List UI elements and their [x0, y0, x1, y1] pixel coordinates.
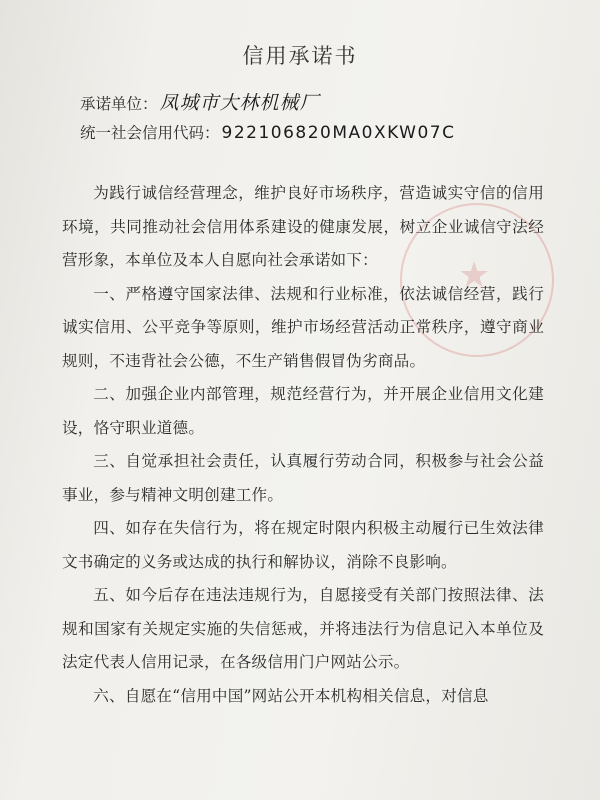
paragraph-item-6: 六、自愿在“信用中国”网站公开本机构相关信息，对信息 [93, 686, 489, 705]
credit-code-line [80, 121, 455, 143]
paragraph-item-5: 五、如今后存在违法违规行为，自愿接受有关部门按照法律、法规和国家有关规定实施的失信惩戒，并将违法行为信息记入本单位及法定代表人信用记录，在各级信用门户网站公示。 [62, 586, 544, 671]
paragraph-item-4: 四、如存在失信行为，将在规定时限内积极主动履行已生效法律文书确定的义务或达成的执行和解协议，消除不良影响。 [62, 519, 544, 571]
seal-star-icon: ★ [458, 255, 491, 296]
paragraph-item-2: 二、加强企业内部管理，规范经营行为，并开展企业信用文化建设，恪守职业道德。 [62, 385, 544, 437]
credit-code-label: 统一社会信用代码： [80, 124, 220, 142]
unit-label: 承诺单位： [80, 95, 158, 113]
commitment-unit-line [80, 88, 320, 115]
unit-value-handwritten: 凤城市大林机械厂 [159, 92, 320, 114]
credit-code-value-handwritten: 922106820MA0XKW07C [221, 123, 456, 143]
paragraph-item-3: 三、自觉承担社会责任，认真履行劳动合同，积极参与社会公益事业，参与精神文明创建工作。 [62, 452, 544, 504]
paragraph-intro: 为践行诚信经营理念，维护良好市场秩序，营造诚实守信的信用环境，共同推动社会信用体系建设的健康发展，树立企业诚信守法经营形象，本单位及本人自愿向社会承诺如下： [62, 184, 544, 269]
document-body [62, 177, 544, 713]
document-title: 信用承诺书 [242, 44, 358, 68]
paragraph-item-1: 一、严格遵守国家法律、法规和行业标准，依法诚信经营，践行诚实信用、公平竞争等原则，维护市场经营活动正常秩序，遵守商业规则，不违背社会公德，不生产销售假冒伪劣商品。 [62, 284, 544, 370]
